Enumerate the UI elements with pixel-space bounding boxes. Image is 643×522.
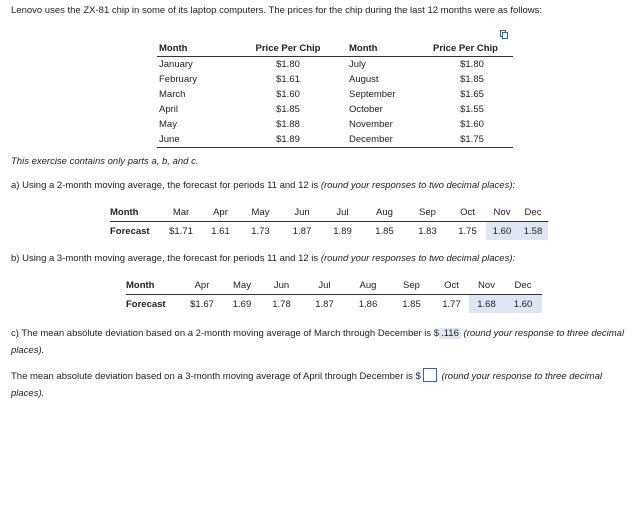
part-c-hint: (round your response to three decimal places).: [11, 328, 625, 356]
col-header-price: Price Per Chip: [431, 42, 513, 57]
copy-table-icon[interactable]: [500, 30, 508, 39]
month-cell: Dec: [504, 276, 542, 295]
price-cell: $1.60: [460, 118, 484, 130]
month-cell: Jul: [302, 276, 347, 295]
month-cell: Mar: [160, 203, 202, 222]
col-header-month: Month: [335, 42, 431, 57]
price-cell: $1.88: [276, 118, 300, 130]
month-cell: October: [349, 103, 383, 115]
price-cell: $1.85: [276, 103, 300, 115]
price-cell: $1.60: [276, 88, 300, 100]
forecast-row: [110, 222, 548, 241]
forecast-row: [126, 295, 542, 314]
month-cell: Sep: [389, 276, 434, 295]
forecast-cell: 1.85: [402, 298, 421, 310]
forecast-cell: 1.87: [315, 298, 334, 310]
table-row: [157, 72, 513, 87]
month-cell: Oct: [434, 276, 469, 295]
part-c-question: [11, 325, 636, 359]
month-cell: July: [349, 58, 366, 70]
price-cell: $1.85: [460, 73, 484, 85]
month-cell: August: [349, 73, 379, 85]
month-cell: November: [349, 118, 393, 130]
part-b-text: b) Using a 3-month moving average, the forecast for periods 11 and 12 is: [11, 253, 321, 264]
forecast-cell: 1.61: [211, 225, 230, 237]
part-b-hint: (round your responses to two decimal places):: [320, 253, 516, 264]
forecast-cell: $1.67: [190, 298, 214, 310]
chip-price-table: [157, 42, 513, 148]
month-cell: Oct: [449, 203, 486, 222]
part-d-text: The mean absolute deviation based on a 3-month moving average of April through December is $: [11, 371, 421, 382]
part-d-hint: (round your response to three decimal places).: [11, 371, 602, 399]
row-label-month: Month: [126, 276, 181, 295]
price-cell: $1.80: [276, 58, 300, 70]
part-a-question: [11, 180, 515, 191]
month-cell: Nov: [486, 203, 518, 222]
month-cell: April: [159, 103, 179, 115]
col-header-month: Month: [157, 42, 241, 57]
month-cell: Apr: [181, 276, 223, 295]
month-cell: Sep: [406, 203, 449, 222]
row-label-forecast: Forecast: [110, 225, 150, 237]
row-label-month: Month: [110, 203, 160, 222]
month-cell: May: [223, 276, 261, 295]
forecast-cell: 1.75: [458, 225, 477, 237]
part-b-question: [11, 253, 515, 264]
part-a-hint: (round your responses to two decimal places):: [320, 180, 516, 191]
part-c-text: c) The mean absolute deviation based on a 2-month moving average of March through December is $: [11, 328, 440, 339]
forecast-cell: 1.86: [358, 298, 378, 310]
month-cell: January: [159, 58, 193, 70]
forecast-cell: 1.89: [333, 225, 352, 237]
mad-3month-input[interactable]: [423, 368, 437, 382]
price-cell: $1.61: [276, 73, 300, 85]
price-cell: $1.80: [460, 58, 484, 70]
price-cell: $1.89: [241, 132, 335, 148]
month-cell: May: [159, 118, 177, 130]
table-row: [157, 102, 513, 117]
month-cell: May: [239, 203, 282, 222]
table-row: [157, 87, 513, 102]
month-cell: February: [159, 73, 198, 85]
month-cell: September: [349, 88, 396, 100]
month-cell: Jun: [282, 203, 322, 222]
answer-cell-nov[interactable]: 1.68: [469, 295, 504, 314]
month-cell: December: [335, 132, 431, 148]
forecast-cell: 1.73: [251, 225, 270, 237]
row-label-forecast: Forecast: [126, 298, 166, 310]
part-c-answer[interactable]: .116: [441, 328, 459, 339]
month-cell: Aug: [347, 276, 389, 295]
table-row: [157, 117, 513, 132]
table-row: [157, 132, 513, 148]
month-cell: Dec: [518, 203, 548, 222]
problem-intro: Lenovo uses the ZX-81 chip in some of its laptop computers. The prices for the chip during the last 12 months were as follows:: [11, 5, 543, 16]
month-cell: Aug: [363, 203, 406, 222]
month-cell: Jul: [322, 203, 363, 222]
month-row: [110, 203, 548, 222]
month-cell: Nov: [469, 276, 504, 295]
part-a-forecast-table: [110, 203, 548, 240]
month-cell: March: [159, 88, 186, 100]
part-d-question: [11, 368, 636, 402]
forecast-cell: 1.87: [292, 225, 312, 237]
answer-cell-dec[interactable]: 1.58: [518, 222, 548, 241]
month-row: [126, 276, 542, 295]
price-cell: $1.55: [460, 103, 484, 115]
exercise-note: This exercise contains only parts a, b, and c.: [11, 156, 199, 167]
month-cell: June: [157, 132, 241, 148]
answer-cell-dec[interactable]: 1.60: [504, 295, 542, 314]
part-a-text: a) Using a 2-month moving average, the forecast for periods 11 and 12 is: [11, 180, 321, 191]
forecast-cell: 1.83: [418, 225, 437, 237]
month-cell: Jun: [261, 276, 302, 295]
forecast-cell: $1.71: [169, 225, 193, 237]
price-cell: $1.65: [460, 88, 484, 100]
forecast-cell: 1.69: [232, 298, 252, 310]
forecast-cell: 1.77: [442, 298, 461, 310]
answer-cell-nov[interactable]: 1.60: [486, 222, 518, 241]
forecast-cell: 1.85: [375, 225, 394, 237]
table-row: [157, 57, 513, 73]
price-cell: $1.75: [431, 132, 513, 148]
month-cell: Apr: [202, 203, 239, 222]
col-header-price: Price Per Chip: [241, 42, 335, 57]
part-b-forecast-table: [126, 276, 542, 313]
forecast-cell: 1.78: [272, 298, 291, 310]
